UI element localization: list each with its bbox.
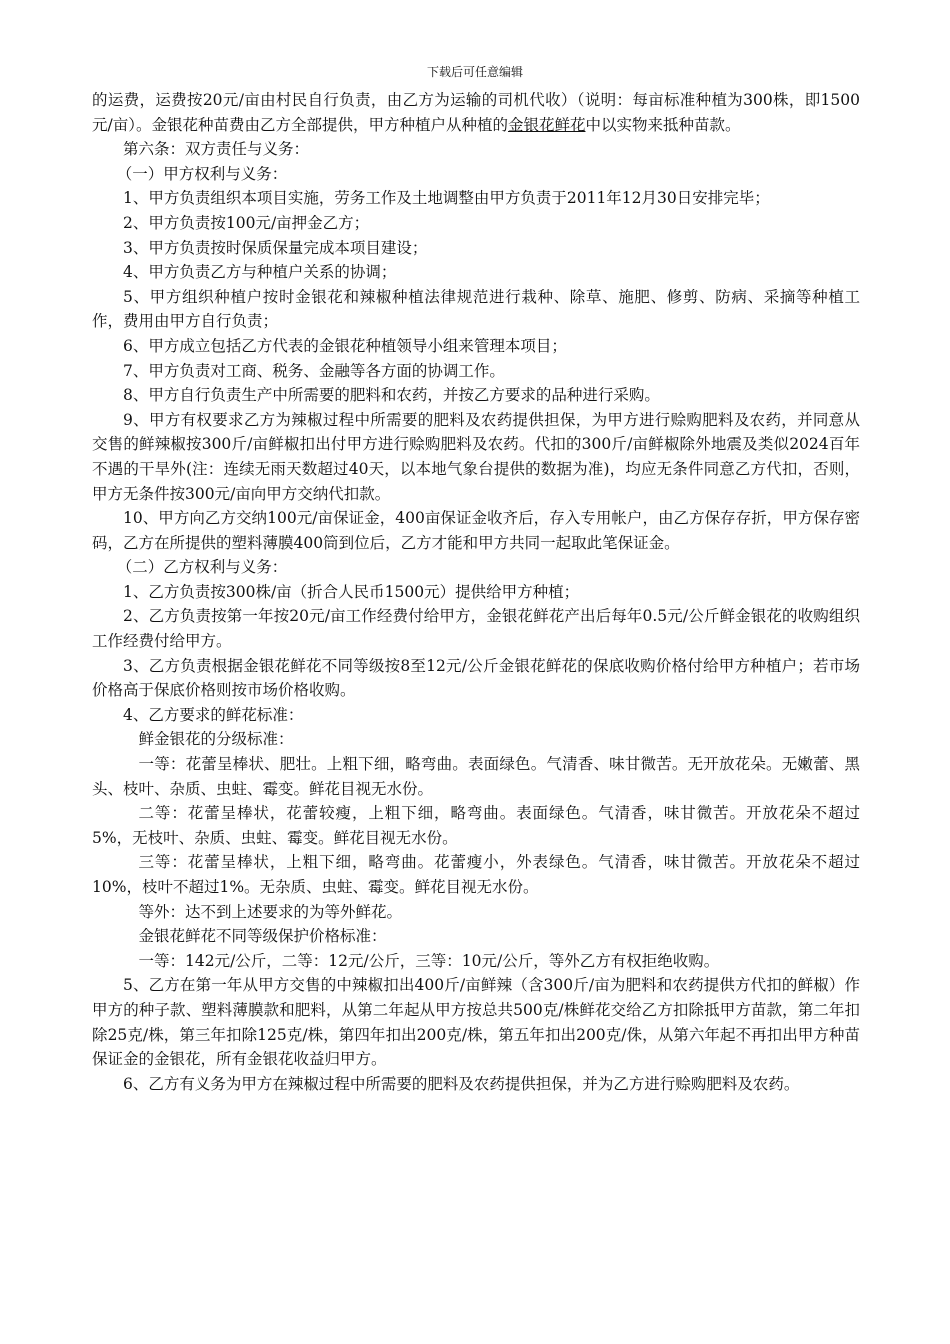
grade-paragraph: 二等：花蕾呈棒状，花蕾较瘦，上粗下细，略弯曲。表面绿色。气清香，味甘微苦。开放花朵不超过5%，无枝叶、杂质、虫蛀、霉变。鲜花目视无水份。 [92,804,860,847]
paragraph: 一等：142元/公斤，二等：12元/公斤，三等：10元/公斤，等外乙方有权拒绝收购。 [138,951,720,970]
paragraph: 2、甲方负责按100元/亩押金乙方； [123,213,370,232]
paragraph: 5、乙方在第一年从甲方交售的中辣椒扣出400斤/亩鲜辣（含300斤/亩为肥料和农药提供方代扣的鲜椒）作甲方的种子款、塑料薄膜款和肥料，从第二年起从甲方按总共500克/株鲜花交给乙方扣除抵甲方苗款，第二年扣除25克/株，第三年扣除125克/株，第四年扣出200克/株，第五年扣出200克/侏，从第六年起不再扣出甲方种苗保证金的金银花，所有金银花收益归甲方。 [92,976,860,1069]
paragraph: 10、甲方向乙方交纳100元/亩保证金，400亩保证金收齐后，存入专用帐户，由乙方保存存折，甲方保存密码，乙方在所提供的塑料薄膜400筒到位后，乙方才能和甲方共同一起取此笔保证金。 [92,509,860,552]
paragraph: 鲜金银花的分级标准： [138,730,294,749]
grade-paragraph: 一等：花蕾呈棒状、肥壮。上粗下细，略弯曲。表面绿色。气清香、味甘微苦。无开放花朵。无嫩蕾、黑头、枝叶、杂质、虫蛀、霉变。鲜花目视无水份。 [92,755,860,798]
paragraph: 3、乙方负责根据金银花鲜花不同等级按8至12元/公斤金银花鲜花的保底收购价格付给甲方种植户；若市场价格高于保底价格则按市场价格收购。 [92,656,860,700]
paragraph: 6、甲方成立包括乙方代表的金银花种植领导小组来管理本项目； [123,336,567,355]
paragraph: 5、甲方组织种植户按时金银花和辣椒种植法律规范进行栽种、除草、施肥、修剪、防病、采摘等种植工作，费用由甲方自行负责； [92,287,860,331]
document-body [92,88,860,1096]
paragraph: 4、甲方负责乙方与种植户关系的协调； [123,263,397,282]
paragraph: 9、甲方有权要求乙方为辣椒过程中所需要的肥料及农药提供担保，为甲方进行赊购肥料及农药，并同意从交售的鲜辣椒按300斤/亩鲜椒扣出付甲方进行赊购肥料及农药。代扣的300斤/亩鲜椒除外地震及类似2024百年不遇的干旱外(注：连续无雨天数超过40天，以本地气象台提供的数据为准)，均应无条件同意乙方代扣，否则，甲方无条件按300元/亩向甲方交纳代扣款。 [92,410,860,503]
grade-paragraph: 三等：花蕾呈棒状，上粗下细，略弯曲。花蕾瘦小，外表绿色。气清香，味甘微苦。开放花朵不超过10%，枝叶不超过1%。无杂质、虫蛀、霉变。鲜花目视无水份。 [92,853,860,896]
paragraph: 2、乙方负责按第一年按20元/亩工作经费付给甲方，金银花鲜花产出后每年0.5元/公斤鲜金银花的收购组织工作经费付给甲方。 [92,607,860,651]
paragraph: 4、乙方要求的鲜花标准： [123,705,304,724]
paragraph: 的运费，运费按20元/亩由村民自行负责，由乙方为运输的司机代收）（说明：每亩标准种植为300株，即1500元/亩）。金银花种苗费由乙方全部提供，甲方种植户从种植的金银花鲜花中以实物来抵种苗款。 [92,91,860,134]
paragraph: 金银花鲜花不同等级保护价格标准： [138,927,387,946]
article-heading: 第六条：双方责任与义务： [123,140,310,159]
underlined-term: 金银花鲜花 [507,115,586,134]
paragraph: 3、甲方负责按时保质保量完成本项目建设； [123,238,428,257]
paragraph: 7、甲方负责对工商、税务、金融等各方面的协调工作。 [123,361,505,380]
paragraph: 8、甲方自行负责生产中所需要的肥料和农药，并按乙方要求的品种进行采购。 [123,386,660,405]
paragraph: 1、乙方负责按300株/亩（折合人民币1500元）提供给甲方种植； [123,582,580,601]
paragraph: 1、甲方负责组织本项目实施，劳务工作及土地调整由甲方负责于2011年12月30日安排完毕； [123,189,770,208]
section-heading: （二）乙方权利与义务： [116,558,288,577]
grade-paragraph: 等外：达不到上述要求的为等外鲜花。 [138,902,403,921]
page-header: 下载后可任意编辑 [426,65,523,79]
paragraph: 6、乙方有义务为甲方在辣椒过程中所需要的肥料及农药提供担保，并为乙方进行赊购肥料及农药。 [123,1074,800,1093]
section-heading: （一）甲方权利与义务： [116,164,288,183]
